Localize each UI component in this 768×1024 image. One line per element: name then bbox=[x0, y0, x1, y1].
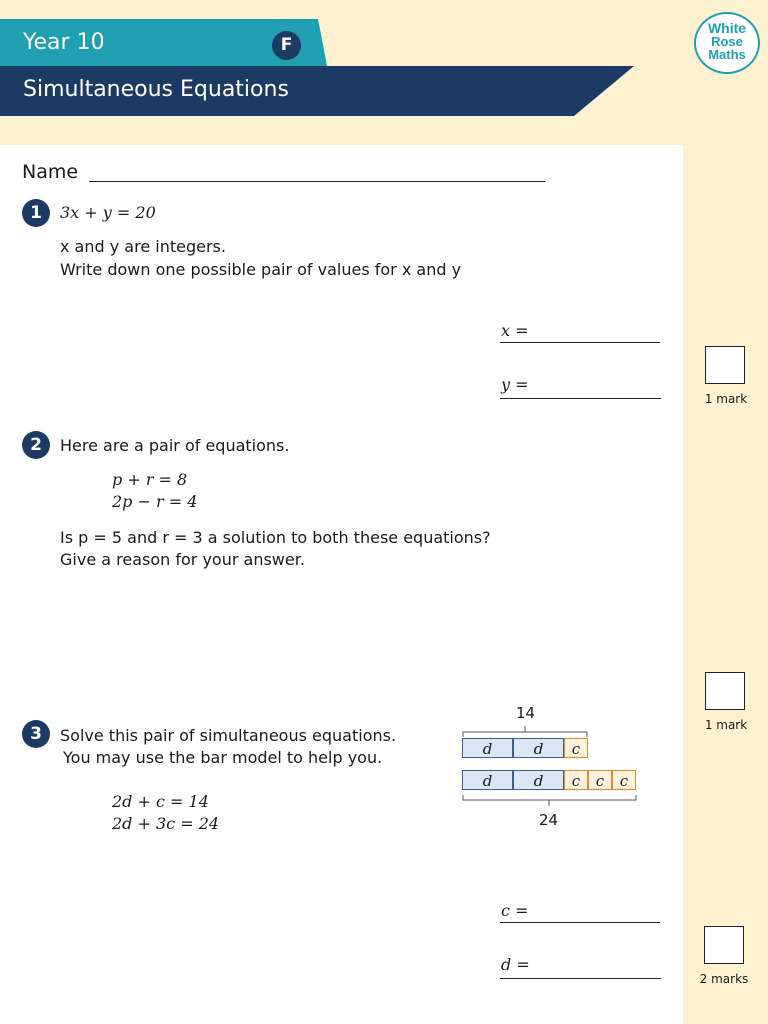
q2-equation-2: 2p − r = 4 bbox=[112, 492, 198, 511]
bar-model-top-total: 14 bbox=[516, 704, 536, 722]
white-rose-maths-logo: White Rose Maths bbox=[694, 12, 760, 74]
year-label: Year 10 bbox=[23, 30, 105, 55]
bar-cell-c: c bbox=[564, 770, 588, 790]
q3-text-line1: Solve this pair of simultaneous equations. bbox=[60, 726, 397, 745]
q2-marks: 1 mark bbox=[704, 718, 748, 732]
q3-marks: 2 marks bbox=[699, 972, 749, 986]
q1-mark-box[interactable] bbox=[705, 346, 745, 384]
q1-answer-y-line[interactable] bbox=[500, 398, 661, 399]
q3-answer-d-line[interactable] bbox=[500, 978, 661, 979]
bar-cell-c: c bbox=[564, 738, 588, 758]
q2-mark-box[interactable] bbox=[705, 672, 745, 710]
bar-cell-d: d bbox=[513, 738, 564, 758]
name-input-line[interactable] bbox=[89, 181, 545, 182]
q3-equation-2: 2d + 3c = 24 bbox=[112, 814, 220, 833]
q1-text-line2: Write down one possible pair of values for x and y bbox=[60, 260, 462, 279]
bar-model-row-2 bbox=[462, 770, 636, 790]
q3-answer-d-label: d = bbox=[501, 955, 530, 974]
q3-answer-c-line[interactable] bbox=[500, 922, 660, 923]
q1-answer-y-label: y = bbox=[501, 375, 529, 394]
q2-question: Is p = 5 and r = 3 a solution to both these equations? bbox=[60, 528, 491, 547]
q1-answer-x-label: x = bbox=[501, 321, 529, 340]
page-title: Simultaneous Equations bbox=[23, 77, 289, 102]
name-label: Name bbox=[22, 161, 79, 183]
bar-cell-d: d bbox=[462, 738, 513, 758]
q3-text-line2: You may use the bar model to help you. bbox=[63, 748, 383, 767]
q1-equation: 3x + y = 20 bbox=[60, 203, 156, 222]
q1-answer-x-line[interactable] bbox=[500, 342, 660, 343]
q1-marks: 1 mark bbox=[704, 392, 748, 406]
q2-prompt: Give a reason for your answer. bbox=[60, 550, 305, 569]
bar-cell-d: d bbox=[513, 770, 564, 790]
bar-cell-d: d bbox=[462, 770, 513, 790]
q3-equation-1: 2d + c = 14 bbox=[112, 792, 209, 811]
question-2-number: 2 bbox=[22, 431, 50, 459]
question-3-number: 3 bbox=[22, 720, 50, 748]
bar-cell-c: c bbox=[612, 770, 636, 790]
q2-equation-1: p + r = 8 bbox=[112, 470, 188, 489]
bar-model-bottom-total: 24 bbox=[539, 811, 559, 829]
q2-intro: Here are a pair of equations. bbox=[60, 436, 290, 455]
q3-answer-c-label: c = bbox=[501, 901, 529, 920]
bar-cell-c: c bbox=[588, 770, 612, 790]
question-1-number: 1 bbox=[22, 199, 50, 227]
tier-badge: F bbox=[272, 31, 301, 60]
bar-model-row-1 bbox=[462, 738, 588, 758]
q3-mark-box[interactable] bbox=[704, 926, 744, 964]
q1-text-line1: x and y are integers. bbox=[60, 237, 226, 256]
